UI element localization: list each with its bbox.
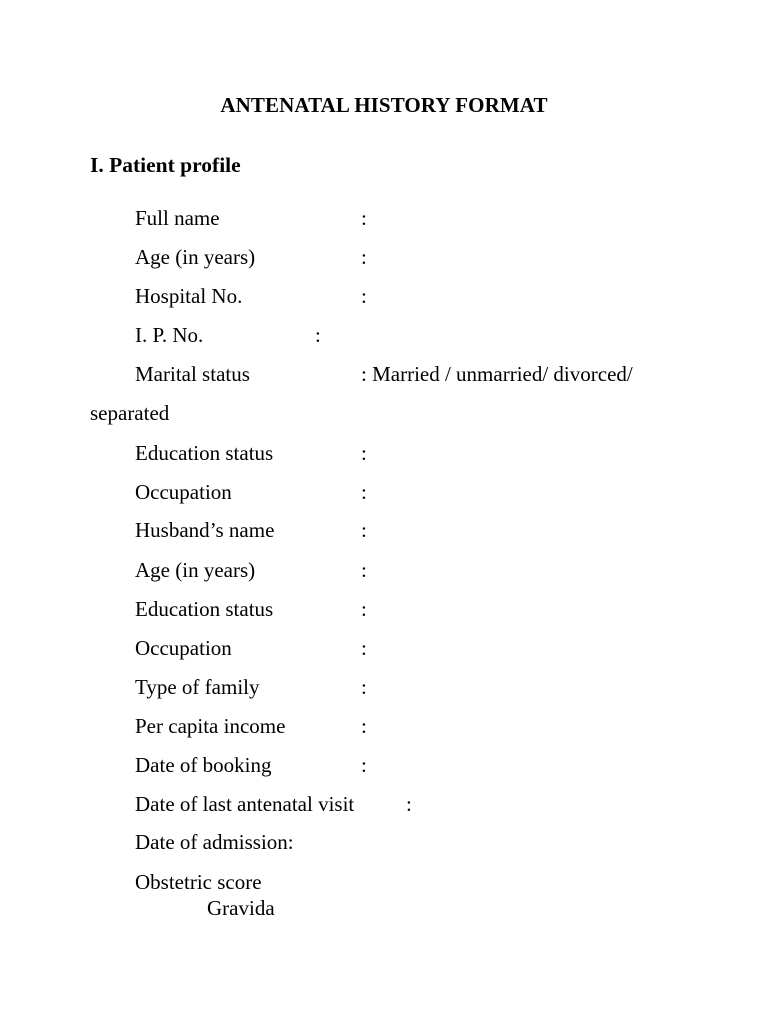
marital-status-options: : Married / unmarried/ divorced/	[361, 362, 633, 386]
per-capita-income-label: Per capita income	[135, 714, 286, 738]
full-name-label: Full name	[135, 206, 220, 230]
husband-name-colon: :	[361, 518, 367, 542]
age-label: Age (in years)	[135, 245, 256, 269]
section-heading-patient-profile: I. Patient profile	[90, 153, 241, 177]
per-capita-income-colon: :	[361, 714, 367, 738]
date-last-antenatal-visit-colon: :	[406, 792, 412, 816]
education-status-label: Education status	[135, 441, 274, 465]
husband-education-colon: :	[361, 597, 367, 621]
date-of-booking-colon: :	[361, 753, 367, 777]
type-of-family-label: Type of family	[135, 675, 260, 699]
date-last-antenatal-visit-label: Date of last antenatal visit	[135, 792, 355, 816]
document-title: ANTENATAL HISTORY FORMAT	[220, 93, 548, 117]
date-of-admission-label: Date of admission:	[135, 830, 294, 854]
hospital-no-label: Hospital No.	[135, 284, 243, 308]
marital-status-label: Marital status	[135, 362, 250, 386]
date-of-booking-label: Date of booking	[135, 753, 272, 777]
husband-education-label: Education status	[135, 597, 274, 621]
ip-no-label: I. P. No.	[135, 323, 204, 347]
marital-status-options-continued: separated	[90, 401, 170, 425]
hospital-no-colon: :	[361, 284, 367, 308]
type-of-family-colon: :	[361, 675, 367, 699]
occupation-colon: :	[361, 480, 367, 504]
husband-occupation-label: Occupation	[135, 636, 232, 660]
full-name-colon: :	[361, 206, 367, 230]
husband-age-label: Age (in years)	[135, 558, 256, 582]
husband-occupation-colon: :	[361, 636, 367, 660]
gravida-label: Gravida	[207, 896, 275, 920]
occupation-label: Occupation	[135, 480, 232, 504]
husband-age-colon: :	[361, 558, 367, 582]
ip-no-colon: :	[315, 323, 321, 347]
age-colon: :	[361, 245, 367, 269]
husband-name-label: Husband’s name	[135, 518, 275, 542]
obstetric-score-label: Obstetric score	[135, 870, 262, 894]
education-status-colon: :	[361, 441, 367, 465]
